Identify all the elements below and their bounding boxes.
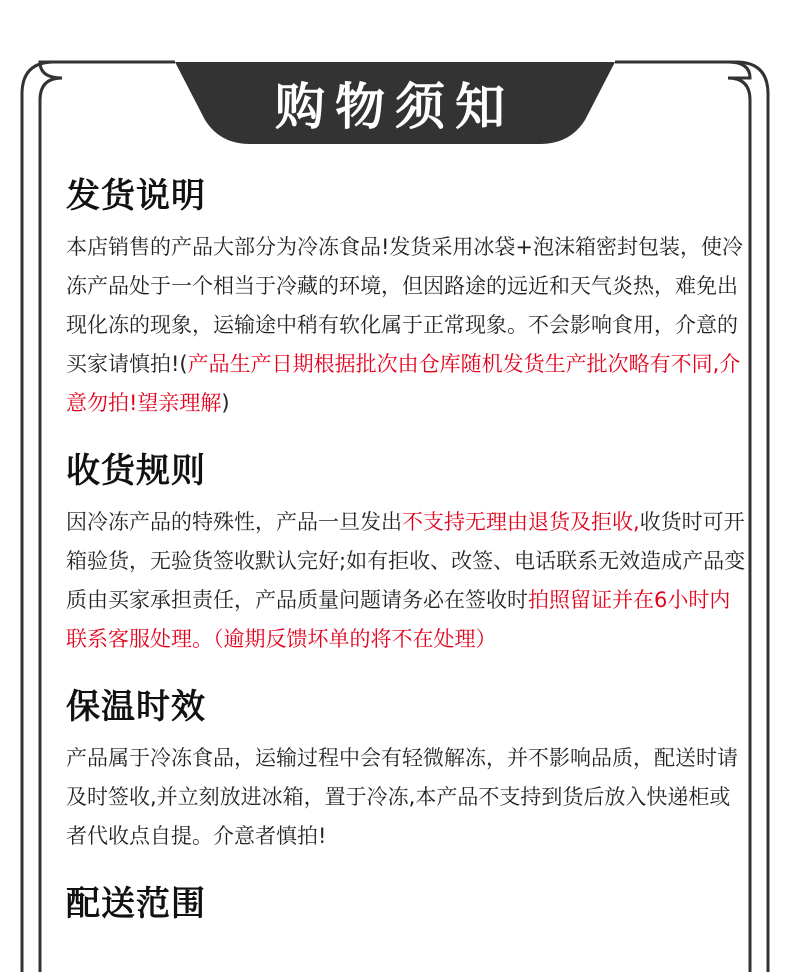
highlight-segment: 不支持无理由退货及拒收, bbox=[402, 510, 640, 534]
text-segment: ) bbox=[221, 391, 230, 415]
page-title: 购物须知 bbox=[275, 78, 515, 136]
section-heading: 保温时效 bbox=[66, 687, 206, 727]
section-receiving bbox=[66, 445, 746, 659]
text-segment: 产品属于冷冻食品，运输过程中会有轻微解冻，并不影响品质，配送时请及时签收,并立刻放进冰箱，置于冷冻,本产品不支持到货后放入快递柜或者代收点自提。介意者慎拍! bbox=[66, 746, 738, 848]
text-segment: 因冷冻产品的特殊性，产品一旦发出 bbox=[66, 510, 402, 534]
section-body bbox=[66, 228, 746, 423]
section-heading: 配送范围 bbox=[66, 884, 206, 924]
text-segment: 本店销售的产品大部分为冷冻食品!发货采用冰袋+泡沫箱密封包装，使冷冻产品处于一个相当于冷藏的环境，但因路途的远近和天气炎热，难免出现化冻的现象，运输途中稍有软化属于正常现象。不会影响食用，介意的买家请慎拍!( bbox=[66, 235, 744, 376]
text-segment: 收货时可开箱验货，无验货签收默认完好;如有拒收、改签、电话联系无效造成产品变质由买家承担责任，产品质量问题请务必在签收时 bbox=[66, 510, 746, 612]
highlight-segment: 产品生产日期根据批次由仓库随机发货生产批次略有不同,介意勿拍!望亲理解 bbox=[66, 352, 741, 415]
section-delivery-range bbox=[66, 878, 746, 930]
section-heading: 发货说明 bbox=[66, 176, 206, 216]
section-body bbox=[66, 503, 746, 659]
section-shipping bbox=[66, 170, 746, 423]
section-insulation bbox=[66, 681, 746, 856]
section-heading: 收货规则 bbox=[66, 451, 206, 491]
highlight-segment: 拍照留证并在6小时内联系客服处理。（逾期反馈坏单的将不在处理） bbox=[66, 588, 731, 651]
notice-content bbox=[66, 170, 746, 930]
section-body bbox=[66, 739, 746, 856]
